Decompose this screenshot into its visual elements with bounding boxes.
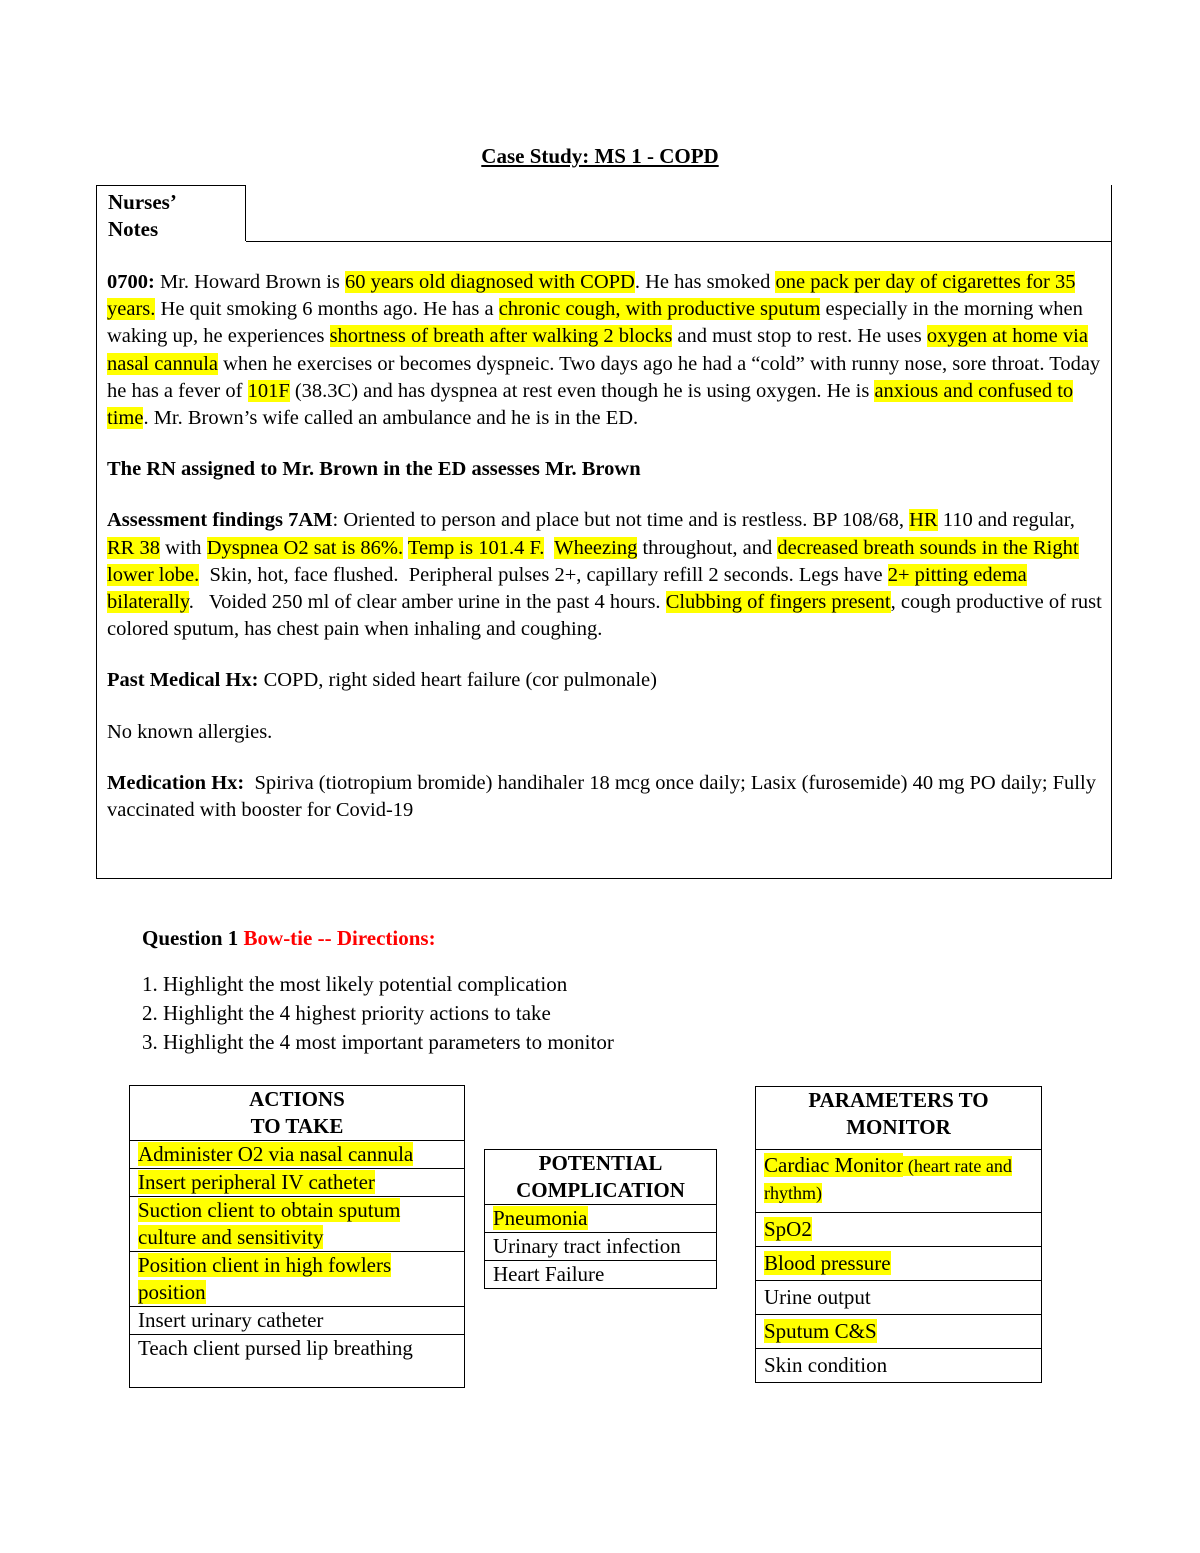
complication-option[interactable] — [485, 1261, 717, 1289]
text — [544, 537, 554, 559]
action-option[interactable] — [130, 1252, 465, 1307]
option-text: Heart Failure — [493, 1262, 605, 1286]
meds-label: Medication Hx: — [107, 771, 245, 794]
assessment-paragraph — [107, 507, 1103, 643]
option-text: Skin condition — [764, 1353, 888, 1377]
direction-item: 1. Highlight the most likely potential complication — [142, 972, 568, 996]
complication-table — [484, 1149, 717, 1289]
header-line: MONITOR — [846, 1115, 951, 1139]
highlight: Dyspnea O2 sat is 86%. — [206, 536, 404, 559]
meds-text: Spiriva (tiotropium bromide) handihaler 18 mcg once daily; Lasix (furosemide) 40 mg PO daily; Fully vaccinated with booster for Covid-19 — [107, 771, 1102, 822]
header-line: TO TAKE — [250, 1114, 344, 1138]
text: : Oriented to person and place but not time and is restless. BP 108/68, — [332, 509, 910, 532]
option-text: Administer O2 via nasal cannula — [138, 1142, 414, 1166]
time-label: 0700: — [107, 271, 155, 293]
option-text: Sputum C&S — [764, 1319, 877, 1343]
text: Mr. Howard Brown is — [154, 271, 346, 293]
directions-label: Bow-tie -- Directions: — [243, 926, 436, 950]
header-line: PARAMETERS TO — [808, 1088, 989, 1112]
notes-body — [107, 269, 1103, 824]
option-text: Urinary tract infection — [493, 1234, 681, 1258]
allergies: No known allergies. — [107, 720, 273, 743]
parameter-option[interactable] — [756, 1315, 1042, 1349]
actions-table — [129, 1085, 465, 1388]
parameters-table — [755, 1086, 1042, 1383]
text: and must stop to rest. He uses — [672, 325, 927, 348]
notes-tab-line2: Notes — [108, 217, 159, 241]
highlight: Wheezing — [554, 536, 638, 559]
history-paragraph — [107, 269, 1103, 432]
text: with — [159, 536, 207, 559]
text: especially in the morning when waking up, he experiences — [107, 298, 1083, 348]
text: when he exercises or becomes dyspneic. Two days ago he had a “cold” with runny nose, sore throat. Today he has a fever of — [107, 352, 1101, 402]
option-text: Blood pressure — [764, 1251, 891, 1275]
header-line: COMPLICATION — [516, 1178, 685, 1202]
highlight: Temp is 101.4 F. — [407, 536, 545, 559]
action-option[interactable] — [130, 1197, 465, 1252]
page-title: Case Study: MS 1 - COPD — [481, 144, 719, 168]
complication-header — [485, 1150, 717, 1205]
highlight: HR — [909, 509, 938, 532]
text: 110 and regular, — [937, 509, 1075, 532]
parameter-option[interactable] — [756, 1281, 1042, 1315]
header-line: ACTIONS — [249, 1087, 345, 1111]
text: He quit smoking 6 months ago. He has a — [155, 298, 499, 321]
question-heading — [142, 926, 436, 951]
option-text: Teach client pursed lip breathing — [138, 1336, 413, 1360]
option-subtext: (heart rate and rhythm) — [764, 1156, 1012, 1203]
parameters-header — [756, 1087, 1042, 1150]
text: , cough productive of rust colored sputum, has chest pain when inhaling and coughing. — [107, 591, 1102, 641]
rn-heading: The RN assigned to Mr. Brown in the ED assesses Mr. Brown — [107, 458, 641, 481]
actions-header — [130, 1086, 465, 1141]
text: Skin, hot, face flushed. Peripheral pulses 2+, capillary refill 2 seconds. Legs have — [199, 563, 888, 586]
pmh-label: Past Medical Hx: — [107, 669, 259, 692]
pmh-text: COPD, right sided heart failure (cor pulmonale) — [258, 669, 657, 692]
complication-option[interactable] — [485, 1205, 717, 1233]
past-medical-history — [107, 667, 1103, 694]
action-option[interactable] — [130, 1335, 465, 1388]
notes-tab-line1: Nurses’ — [108, 190, 177, 214]
highlight: 101F — [247, 379, 290, 402]
header-line: POTENTIAL — [538, 1151, 663, 1175]
direction-item: 2. Highlight the 4 highest priority actions to take — [142, 1001, 551, 1025]
option-text: Cardiac Monitor — [764, 1153, 904, 1177]
question-label: Question 1 — [142, 926, 244, 950]
highlight: 60 years old diagnosed with COPD — [345, 271, 635, 293]
parameter-option[interactable] — [756, 1349, 1042, 1383]
highlight: oxygen at home via nasal cannula — [107, 325, 1088, 375]
highlight: shortness of breath after walking 2 blocks — [329, 325, 673, 348]
highlight: Clubbing of fingers present — [665, 591, 891, 614]
text: . Voided 250 ml of clear amber urine in the past 4 hours. — [188, 591, 666, 614]
option-text: Insert peripheral IV catheter — [138, 1170, 375, 1194]
highlight: 2+ pitting edema bilaterally — [107, 563, 1027, 614]
parameter-option[interactable] — [756, 1247, 1042, 1281]
notes-tab-label — [108, 189, 177, 243]
option-text: SpO2 — [764, 1217, 812, 1241]
action-option[interactable] — [130, 1141, 465, 1169]
text: . He has smoked — [634, 271, 776, 293]
highlight: RR 38 — [107, 536, 160, 559]
option-text: Urine output — [764, 1285, 871, 1309]
assessment-label: Assessment findings 7AM — [107, 509, 333, 532]
medication-history — [107, 770, 1103, 824]
complication-option[interactable] — [485, 1233, 717, 1261]
action-option[interactable] — [130, 1169, 465, 1197]
option-text: Suction client to obtain sputum culture and sensitivity — [138, 1198, 401, 1249]
option-text: Position client in high fowlers position — [138, 1253, 392, 1304]
highlight: anxious and confused to time — [107, 379, 1074, 430]
highlight: chronic cough, with productive sputum — [498, 298, 821, 321]
direction-item: 3. Highlight the 4 most important parameters to monitor — [142, 1030, 614, 1054]
text: (38.3C) and has dyspnea at rest even though he is using oxygen. He is — [289, 379, 875, 402]
option-text: Insert urinary catheter — [138, 1308, 324, 1332]
directions-list — [142, 970, 614, 1057]
highlight: one pack per day of cigarettes for 35 years. — [107, 271, 1076, 321]
highlight: decreased breath sounds in the Right lower lobe. — [107, 536, 1079, 586]
text: throughout, and — [637, 536, 778, 559]
parameter-option[interactable] — [756, 1150, 1042, 1213]
option-text: Pneumonia — [493, 1206, 588, 1230]
parameter-option[interactable] — [756, 1213, 1042, 1247]
text: . Mr. Brown’s wife called an ambulance and he is in the ED. — [143, 407, 639, 430]
action-option[interactable] — [130, 1307, 465, 1335]
